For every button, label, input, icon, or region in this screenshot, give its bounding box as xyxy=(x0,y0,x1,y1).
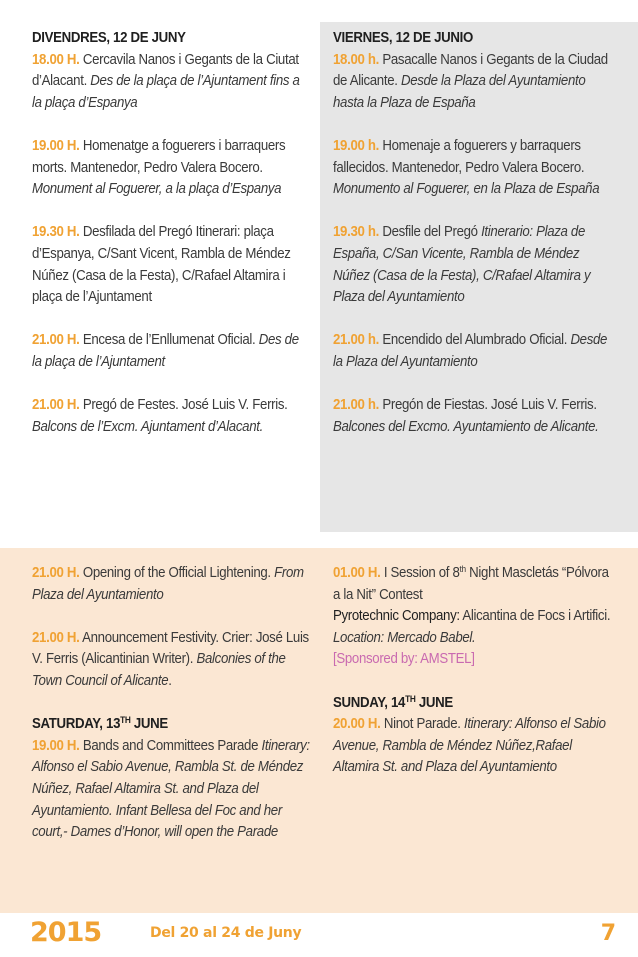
spanish-event-4: 21.00 h. Encendido del Alumbrado Oficial. Desde la Plaza del Ayuntamiento xyxy=(333,332,608,370)
catalan-event-1: 18.00 H. Cercavila Nanos i Gegants de la Ciutat d’Alacant. Des de la plaça de l’Ajuntament fins a la plaça d’Espanya xyxy=(32,51,300,111)
footer-year: 2015 xyxy=(30,917,102,948)
spanish-column xyxy=(333,28,611,460)
english-saturday-heading: SATURDAY, 13TH JUNE xyxy=(32,715,168,733)
catalan-event-2: 19.00 H. Homenatge a foguerers i barraquers morts. Mantenedor, Pedro Valera Bocero. Monument al Foguerer, a la plaça d’Espanya xyxy=(32,137,286,198)
catalan-event-3: 19.30 H. Desfilada del Pregó Itinerari: plaça d’Espanya, C/Sant Vicent, Rambla de Méndez Núñez (Casa de la Festa), C/Rafael Altamira i plaça de l’Ajuntament xyxy=(32,224,291,306)
spanish-event-1: 18.00 h. Pasacalle Nanos i Gegants de la Ciudad de Alicante. Desde la Plaza del Ayuntamiento hasta la Plaza de España xyxy=(333,51,608,111)
catalan-column xyxy=(32,28,310,460)
english-sunday-heading: SUNDAY, 14TH JUNE xyxy=(333,693,453,711)
spanish-day-heading: VIERNES, 12 DE JUNIO xyxy=(333,30,473,46)
page-number: 7 xyxy=(600,921,616,946)
english-left-column xyxy=(32,563,310,865)
english-right-column xyxy=(333,563,611,801)
english-event-ninot-parade: 20.00 H. Ninot Parade. Itinerary: Alfonso el Sabio Avenue, Rambla de Méndez Núñez,Rafael Altamira St. and Plaza del Ayuntamiento xyxy=(333,716,606,776)
footer-dates: Del 20 al 24 de Juny xyxy=(150,925,302,941)
sponsor-note: [Sponsored by: AMSTEL] xyxy=(333,651,475,668)
english-event-bands-parade: 19.00 H. Bands and Committees Parade Itinerary: Alfonso el Sabio Avenue, Rambla St. de Méndez Núñez, Rafael Altamira St. and Plaza del Ayuntamiento. Infant Bellesa del Foc and her court,- Dames d’Honor, will open the Parade xyxy=(32,737,310,841)
catalan-day-heading: DIVENDRES, 12 DE JUNY xyxy=(32,30,186,46)
catalan-event-5: 21.00 H. Pregó de Festes. José Luis V. Ferris. Balcons de l’Excm. Ajuntament d’Alacant. xyxy=(32,397,288,435)
spanish-event-2: 19.00 h. Homenaje a foguerers y barraquers fallecidos. Mantenedor, Pedro Valera Bocero. Monumento al Foguerer, en la Plaza de España xyxy=(333,137,600,198)
page-footer xyxy=(0,913,638,957)
pyrotechnic-label: Pyrotechnic Company: xyxy=(333,608,460,625)
catalan-event-4: 21.00 H. Encesa de l’Enllumenat Oficial. Des de la plaça de l’Ajuntament xyxy=(32,332,299,370)
english-event-announcement: 21.00 H. Announcement Festivity. Crier: José Luis V. Ferris (Alicantinian Writer). Balconies of the Town Council of Alicante. xyxy=(32,629,309,689)
english-event-mascletas: 01.00 H. I Session of 8th Night Mascletás “Pólvora a la Nit” Contest Pyrotechnic Company: Alicantina de Focs i Artifici. Location: Mercado Babel. [Sponsored by: AMSTEL] xyxy=(333,564,611,668)
spanish-event-5: 21.00 h. Pregón de Fiestas. José Luis V. Ferris. Balcones del Excmo. Ayuntamiento de Alicante. xyxy=(333,397,599,435)
spanish-event-3: 19.30 h. Desfile del Pregó Itinerario: Plaza de España, C/San Vicente, Rambla de Méndez Núñez (Casa de la Festa), C/Rafael Altamira y Plaza del Ayuntamiento xyxy=(333,224,591,306)
english-event-lighting: 21.00 H. Opening of the Official Lightening. From Plaza del Ayuntamiento xyxy=(32,565,304,603)
